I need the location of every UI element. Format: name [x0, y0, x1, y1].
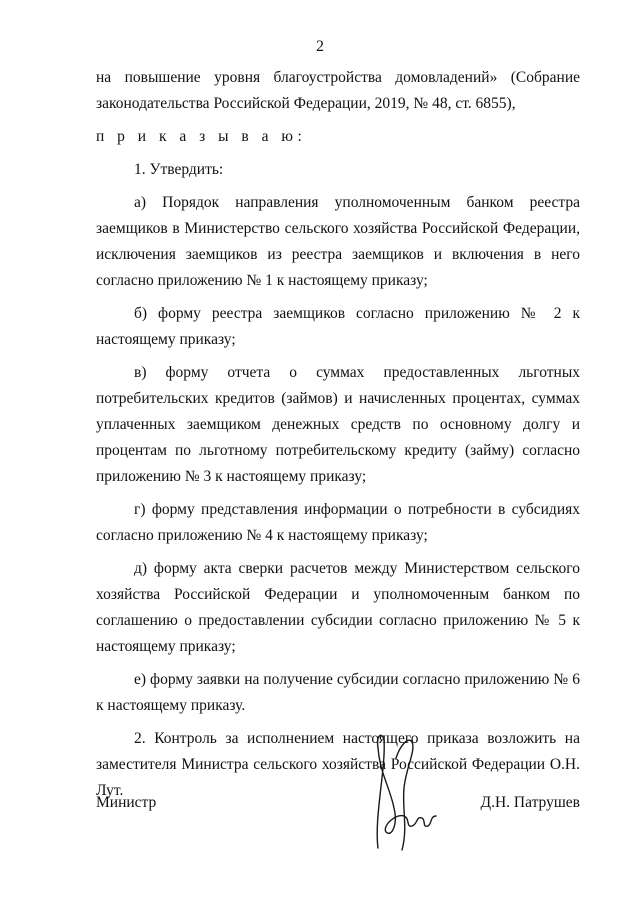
page-number: 2: [316, 38, 324, 55]
paragraph-item-1c: в) форму отчета о суммах предоставленных льготных потребительских кредитов (займов) и начисленных процентах, суммах уплаченных заемщиком денежных средств по основному долгу и процентам по льготному потребительскому кредиту (займу) согласно приложению № 3 к настоящему приказу;: [96, 364, 580, 485]
handwritten-signature-icon: [356, 728, 446, 858]
paragraph-item-1b: б) форму реестра заемщиков согласно приложению № 2 к настоящему приказу;: [96, 305, 580, 348]
signature-block: [96, 788, 580, 828]
signer-name: Д.Н. Патрушев: [480, 794, 580, 811]
paragraph-item-1d: г) форму представления информации о потребности в субсидиях согласно приложению № 4 к настоящему приказу;: [96, 501, 580, 544]
document-body: [96, 65, 580, 811]
paragraph-item-1f: е) форму заявки на получение субсидии согласно приложению № 6 к настоящему приказу.: [96, 671, 580, 714]
paragraph-item-1e: д) форму акта сверки расчетов между Министерством сельского хозяйства Российской Федерации и уполномоченным банком по соглашению о предоставлении субсидии согласно приложению № 5 к настоящему приказу;: [96, 560, 580, 655]
order-word: п р и к а з ы в а ю:: [96, 128, 307, 145]
paragraph-item-1a: а) Порядок направления уполномоченным банком реестра заемщиков в Министерство сельского хозяйства Российской Федерации, исключения заемщиков из реестра заемщиков и включения в него согласно приложению № 1 к настоящему приказу;: [96, 194, 580, 289]
paragraph-intro: на повышение уровня благоустройства домовладений» (Собрание законодательства Российской Федерации, 2019, № 48, ст. 6855),: [96, 69, 580, 112]
paragraph-item-2: 2. Контроль за исполнением настоящего приказа возложить на заместителя Министра сельского хозяйства Российской Федерации О.Н. Лут.: [96, 730, 580, 799]
signer-title: Министр: [96, 794, 157, 811]
paragraph-item-1: 1. Утвердить:: [134, 161, 224, 178]
paragraph-order-word: [96, 124, 580, 150]
